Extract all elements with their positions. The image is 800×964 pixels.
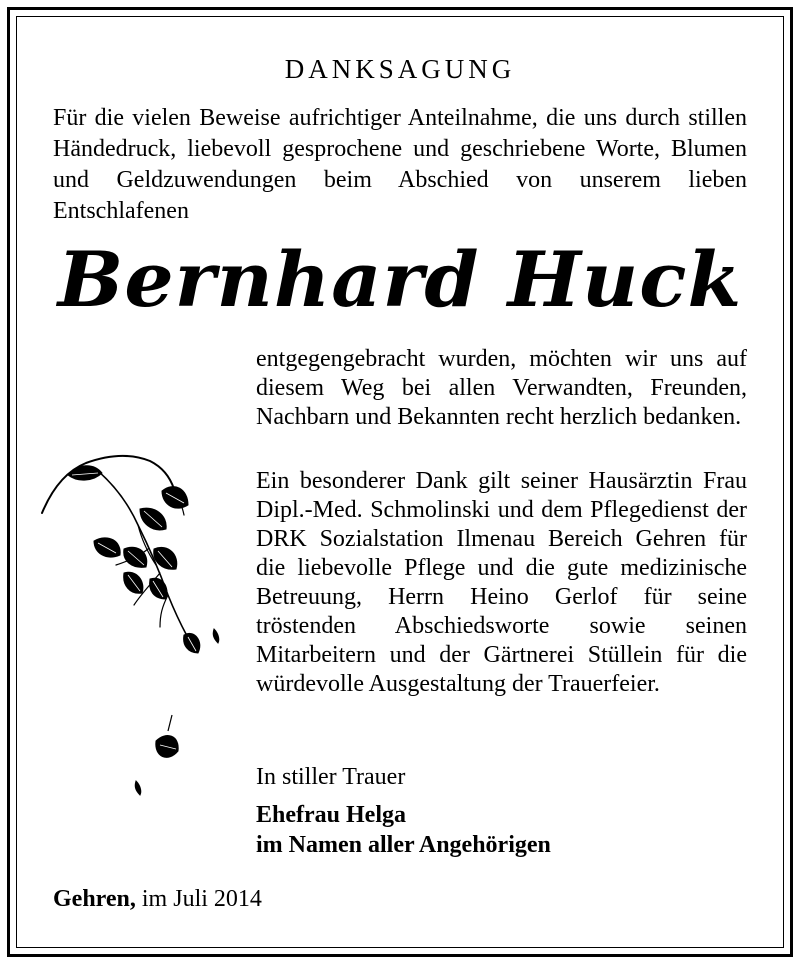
date: im Juli 2014 [135,886,262,912]
closing-text: In stiller Trauer [256,764,406,790]
heading: DANKSAGUNG [284,54,516,84]
birch-branch-icon [38,445,238,805]
special-thanks-paragraph: Ein besonderer Dank gilt seiner Hausärztin Frau Dipl.-Med. Schmolinski und dem Pflegedienst der DRK Sozialstation Ilmenau Bereich Gehren für die liebevolle Pflege und die gute medizinische Betreuung, Herrn Heino Gerlof für seine tröstenden Abschiedsworte sowie seinen Mitarbeitern und der Gärtnerei Stüllein für die würdevolle Ausgestaltung der Trauerfeier. [256,468,747,697]
thanks-paragraph: entgegengebracht wurden, möchten wir uns auf diesem Weg bei allen Verwandten, Freunden, Nachbarn und Bekannten recht herzlich bedanken. [256,346,747,430]
signature-line-2: im Namen aller Angehörigen [256,832,551,858]
signature-line-1: Ehefrau Helga [256,802,406,828]
place-date [53,884,262,914]
deceased-name: Bernhard Huck [57,235,743,324]
place: Gehren, [53,886,136,912]
intro-text: Für die vielen Beweise aufrichtiger Anteilnahme, die uns durch stillen Händedruck, liebevoll gesprochene und geschriebene Worte, Blumen und Geldzuwendungen beim Abschied von unserem lieben Entschlafenen [53,105,747,224]
